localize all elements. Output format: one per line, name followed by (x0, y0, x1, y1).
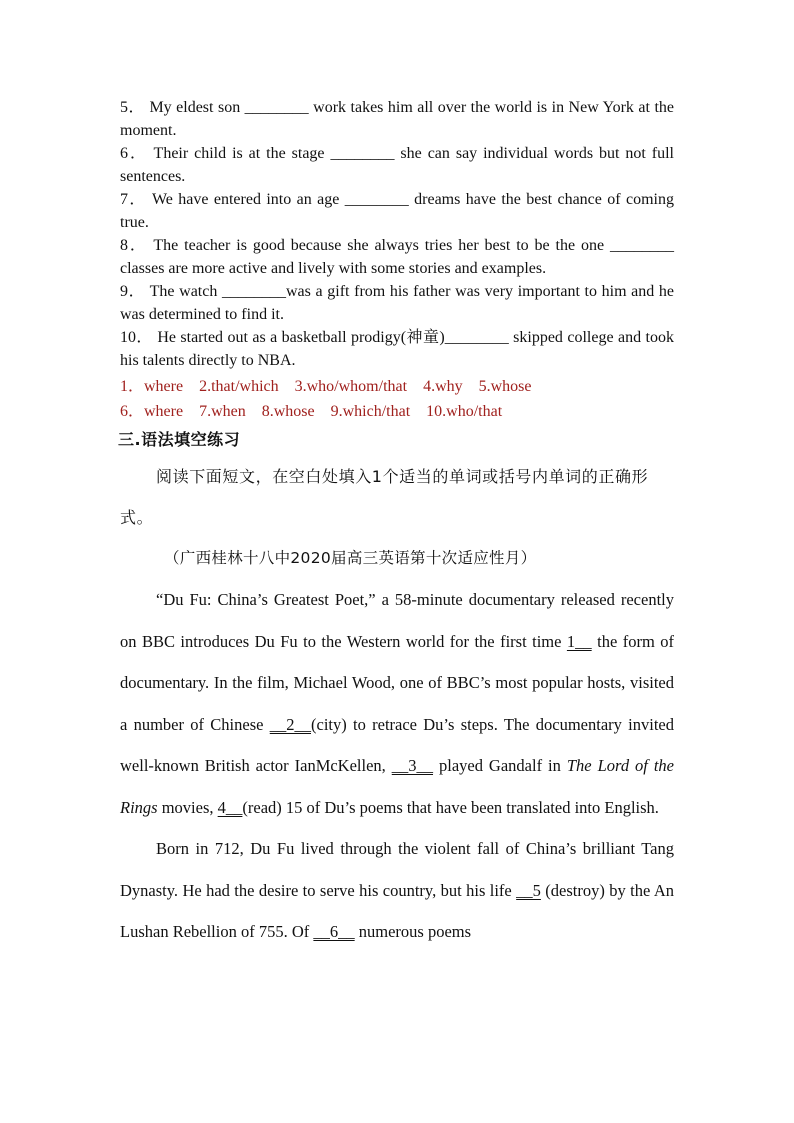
passage-paragraph-1: “Du Fu: China’s Greatest Poet,” a 58-minute documentary released recently on BBC introduces Du Fu to the Western world for the first time 1__ the form of documentary. In the film, Michael Wood, one of BBC’s most popular hosts, visited a number of Chinese __2__(city) to retrace Du’s steps. The documentary invited well-known British actor IanMcKellen, __3__ played Gandalf in The Lord of the Rings movies, 4__(read) 15 of Du’s poems that have been translated into English. (120, 590, 674, 817)
passage-source: （广西桂林十八中2020届高三英语第十次适应性月） (164, 549, 537, 567)
question-5: 5． My eldest son ________ work takes him all over the world is in New York at the moment. (120, 99, 674, 139)
blank-5: __5 (516, 880, 541, 900)
questions-list (120, 96, 674, 372)
film-title: The Lord of the Rings (120, 756, 674, 817)
section-instruction: 阅读下面短文，在空白处填入1个适当的单词或括号内单词的正确形式。 (120, 467, 649, 527)
answer-key (120, 374, 674, 424)
document-page (120, 96, 674, 953)
question-8: 8． The teacher is good because she always tries her best to be the one ________ classes are more active and lively with some stories and examples. (120, 237, 674, 277)
blank-6: __6__ (313, 922, 355, 941)
question-6: 6． Their child is at the stage ________ she can say individual words but not full sentences. (120, 145, 674, 185)
passage-paragraph-2: Born in 712, Du Fu lived through the violent fall of China’s brilliant Tang Dynasty. He had the desire to serve his country, but his life __5 (destroy) by the An Lushan Rebellion of 755. Of __6__ numerous poems (120, 839, 674, 941)
answer-row-2: 6．where 7.when 8.whose 9.which/that 10.who/that (120, 403, 503, 420)
question-7: 7． We have entered into an age ________ dreams have the best chance of coming true. (120, 191, 674, 231)
blank-1: 1__ (566, 631, 592, 651)
blank-4: 4__ (217, 797, 243, 817)
answer-row-1: 1．where 2.that/which 3.who/whom/that 4.why 5.whose (120, 378, 532, 395)
question-9: 9． The watch ________was a gift from his father was very important to him and he was determined to find it. (120, 283, 674, 323)
blank-2: __2__ (269, 714, 311, 734)
blank-3: __3__ (391, 756, 434, 775)
question-10: 10． He started out as a basketball prodigy(神童)________ skipped college and took his talents directly to NBA. (120, 329, 674, 369)
section-heading: 三.语法填空练习 (118, 430, 241, 449)
